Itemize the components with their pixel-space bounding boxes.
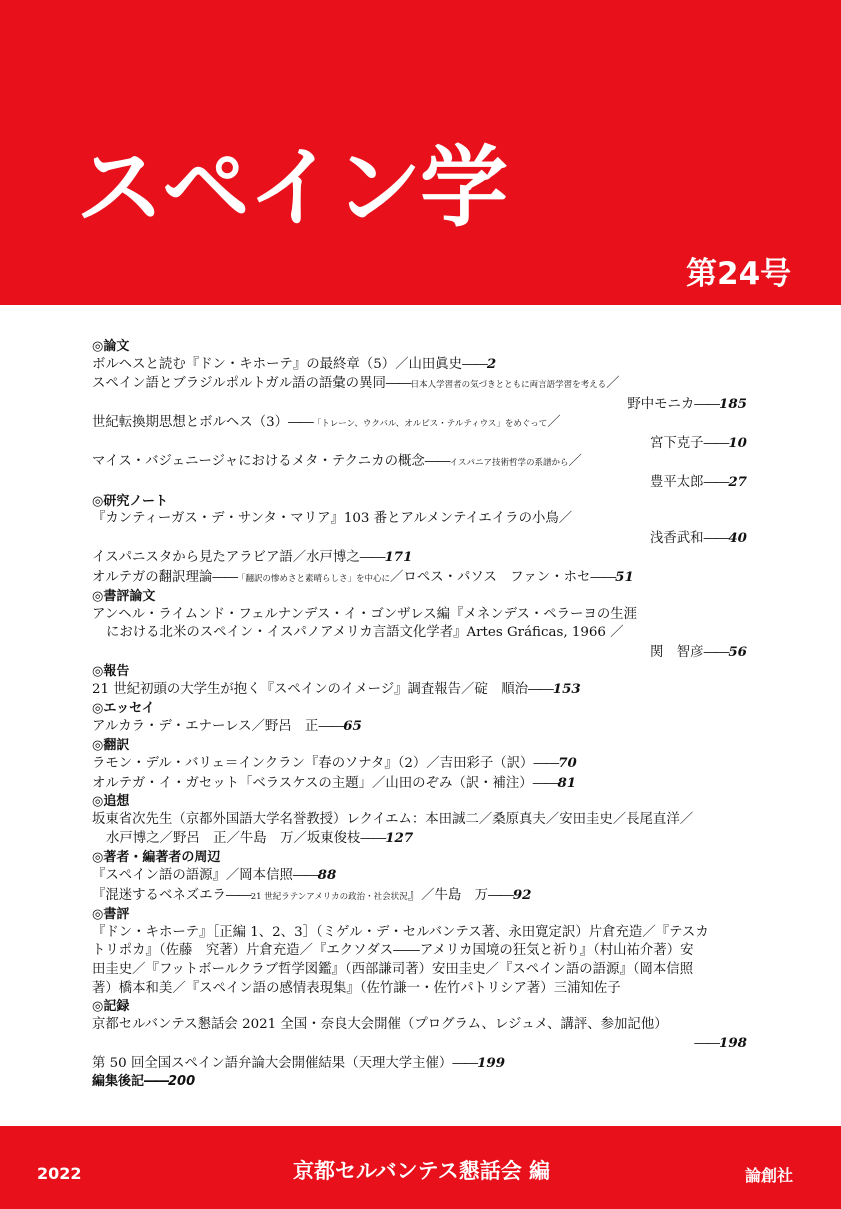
section-heading-authors: ◎著者・編著者の周辺 — [92, 849, 221, 865]
toc-entry — [92, 1054, 747, 1074]
slash: ／ — [547, 415, 561, 431]
page-number: 40 — [728, 529, 747, 546]
dash: ―― — [532, 775, 558, 791]
entry-text: 『カンティーガス・デ・サンタ・マリア』103 番とアルメンテイエイラの小鳥／ — [92, 510, 573, 526]
entry-author: 関 智彦 — [650, 644, 704, 660]
toc-entry-line: 坂東省次先生（京都外国語大学名誉教授）レクイエム：本田誠二／桑原真夫／安田圭史／長尾直洋／ — [92, 811, 694, 827]
toc-entry-line: トリポカ』（佐藤 究著）片倉充造／『エクソダス――アメリカ国境の狂気と祈り』（村山祐介著）安 — [92, 943, 694, 959]
page-number: 127 — [385, 830, 414, 847]
page-number: 81 — [557, 774, 577, 791]
page-number: 65 — [343, 717, 362, 734]
entry-subtitle: 21 世紀ラテンアメリカの政治・社会状況 — [250, 891, 408, 902]
entry-text: ラモン・デル・バリェ＝インクラン『春のソナタ』（2）／吉田彩子（訳） — [92, 755, 534, 771]
toc-entry — [92, 829, 747, 849]
page-number: 10 — [728, 434, 747, 451]
section-heading-report: ◎報告 — [92, 663, 130, 679]
entry-author: 浅香武和 — [650, 530, 704, 546]
entry-text: ボルヘスと読む『ドン・キホーテ』の最終章（5）／山田眞史 — [92, 357, 463, 373]
toc-entry-line: における北米のスペイン・イスパノアメリカ言語文化学者』Artes Gráficas, 1966 ／ — [106, 625, 624, 641]
toc-page-line — [92, 1034, 747, 1054]
toc-entry — [92, 568, 747, 589]
toc-entry — [92, 886, 747, 907]
page-number: 199 — [477, 1054, 506, 1071]
toc-entry — [92, 717, 747, 737]
toc-entry-line: 著）橋本和美／『スペイン語の感情表現集』（佐竹謙一・佐竹パトリシア著）三浦知佐子 — [92, 980, 621, 996]
dash: ―― — [288, 415, 313, 431]
slash: ／ — [606, 376, 620, 391]
entry-text: アルカラ・デ・エナーレス／野呂 正 — [92, 718, 319, 734]
entry-text: イスパニスタから見たアラビア語／水戸博之 — [92, 550, 360, 566]
toc-entry — [92, 754, 747, 774]
toc-entry-line: 田圭史／『フットボールクラブ哲学図鑑』（西部謙司著）安田圭史／『スペイン語の語源』（岡本信照 — [92, 961, 694, 977]
table-of-contents — [92, 338, 747, 1091]
entry-author: 宮下克子 — [650, 435, 704, 451]
entry-text: 『混迷するベネズエラ — [92, 887, 226, 903]
page-number: 51 — [615, 568, 634, 585]
entry-text: 第 50 回全国スペイン語弁論大会開催結果（天理大学主催） — [92, 1055, 453, 1071]
dash: ―― — [703, 435, 729, 451]
page-number: 153 — [552, 680, 581, 697]
entry-text: 水戸博之／野呂 正／牛島 万／坂東俊枝 — [106, 831, 361, 847]
dash: ―― — [703, 644, 729, 660]
dash: ―― — [694, 1036, 720, 1052]
toc-entry-line: 『ドン・キホーテ』［正編 1、2、3］（ミゲル・デ・セルバンテス著、永田寛定訳）片倉充造／『テスカ — [92, 924, 709, 940]
entry-subtitle: イスパニア技術哲学の系譜から — [449, 458, 569, 469]
toc-afterword — [92, 1073, 747, 1090]
entry-subtitle: 「トレーン、ウクバル、オルビス・テルティウス」をめぐって — [312, 419, 548, 430]
publisher-name: 論創社 — [745, 1166, 794, 1185]
toc-entry — [92, 774, 747, 794]
page-number: 198 — [719, 1035, 747, 1052]
section-heading-research-notes: ◎研究ノート — [92, 493, 168, 509]
section-heading-records: ◎記録 — [92, 999, 130, 1015]
toc-entry — [92, 414, 747, 434]
entry-subtitle: 「翻訳の惨めさと素晴らしさ」を中心に — [237, 573, 391, 584]
afterword-label: 編集後記 — [92, 1074, 145, 1090]
page-number: 92 — [512, 886, 532, 903]
entry-author: 』／牛島 万 — [407, 887, 489, 903]
page-number: 2 — [486, 356, 497, 373]
dash: ―― — [144, 1074, 169, 1090]
toc-entry — [92, 680, 747, 700]
dash: ―― — [703, 530, 729, 546]
entry-text: 世紀転換期思想とボルヘス（3） — [92, 415, 288, 431]
toc-entry — [92, 355, 747, 375]
dash: ―― — [292, 868, 318, 884]
dash: ―― — [528, 681, 553, 697]
section-heading-memorial: ◎追想 — [92, 794, 130, 810]
entry-text: オルテガの翻訳理論 — [92, 569, 213, 585]
toc-author-line — [92, 643, 747, 663]
toc-author-line — [92, 434, 747, 454]
dash: ―― — [694, 396, 720, 412]
entry-subtitle: 日本人学習者の気づきとともに両言語学習を考える — [410, 380, 607, 390]
entry-text: 『スペイン語の語源』／岡本信照 — [92, 868, 293, 884]
section-heading-ronbun: ◎論文 — [92, 339, 130, 354]
section-heading-translation: ◎翻訳 — [92, 737, 130, 753]
page-number: 70 — [558, 754, 577, 771]
section-heading-essay: ◎エッセイ — [92, 700, 155, 716]
toc-entry — [92, 510, 747, 529]
entry-author: 豊平太郎 — [650, 474, 704, 490]
toc-entry — [92, 375, 747, 395]
toc-author-line — [92, 395, 747, 415]
page-number: 56 — [728, 643, 747, 660]
dash: ―― — [318, 718, 344, 734]
toc-entry-line: アンヘル・ライムンド・フェルナンデス・イ・ゴンザレス編『メネンデス・ペラーヨの生涯 — [92, 606, 637, 622]
journal-title: スペイン学 — [76, 136, 507, 239]
toc-entry — [92, 548, 747, 568]
dash: ―― — [452, 1055, 478, 1071]
dash: ―― — [359, 550, 385, 566]
dash: ―― — [590, 569, 616, 585]
page-number: 88 — [317, 867, 337, 884]
editor-credit: 京都セルバンテス懇話会 編 — [293, 1158, 550, 1183]
dash: ―― — [360, 831, 386, 847]
page-number: 27 — [728, 473, 747, 490]
entry-text: 21 世紀初頭の大学生が抱く『スペインのイメージ』調査報告／碇 順治 — [92, 681, 529, 697]
dash: ―― — [703, 474, 729, 490]
toc-entry — [92, 453, 747, 473]
entry-text: オルテガ・イ・ガセット「ベラスケスの主題」／山田のぞみ（訳・補注） — [92, 775, 533, 791]
dash: ―― — [533, 755, 559, 771]
toc-author-line — [92, 473, 747, 493]
slash: ／ — [568, 454, 582, 470]
toc-entry-line: 京都セルバンテス懇話会 2021 全国・奈良大会開催（プログラム、レジュメ、講評、参加記他） — [92, 1016, 668, 1032]
dash: ―― — [212, 569, 238, 585]
entry-text: スペイン語とブラジルポルトガル語の語彙の異同 — [92, 376, 386, 391]
toc-author-line — [92, 529, 747, 549]
toc-entry — [92, 866, 747, 886]
section-heading-book-reviews: ◎書評 — [92, 907, 130, 923]
entry-author: ／ロペス・パソス ファン・ホセ — [390, 569, 591, 585]
dash: ―― — [385, 376, 411, 391]
dash: ―― — [225, 887, 251, 903]
entry-author: 野中モニカ — [627, 396, 695, 412]
dash: ―― — [462, 357, 487, 373]
publication-year: 2022 — [37, 1164, 82, 1183]
page-number: 185 — [719, 395, 747, 412]
section-heading-review-article: ◎書評論文 — [92, 589, 156, 605]
issue-number: 第24号 — [686, 256, 792, 292]
entry-text: マイス・バジェニージャにおけるメタ・テクニカの概念 — [92, 454, 425, 470]
dash: ―― — [488, 887, 513, 903]
dash: ―― — [424, 454, 450, 470]
page-number: 200 — [168, 1074, 196, 1090]
page-number: 171 — [384, 549, 413, 566]
